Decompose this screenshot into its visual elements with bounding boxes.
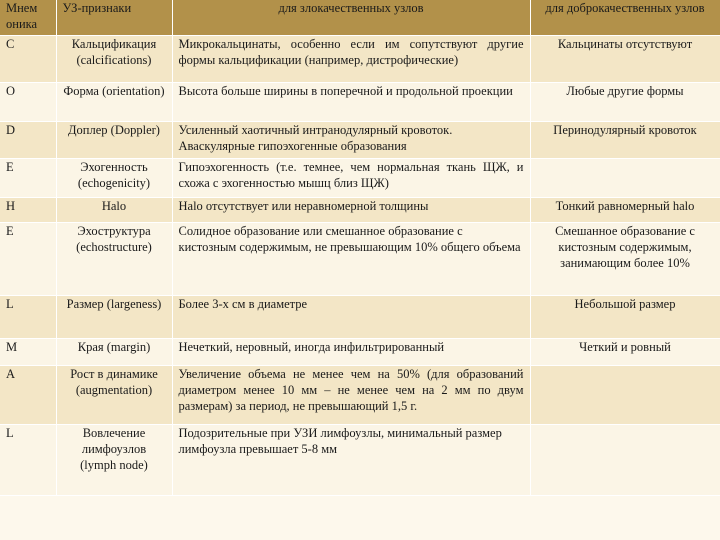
row-benign: Смешанное образование с кистозным содержимым, занимающим более 10%	[530, 223, 720, 296]
table-row	[0, 339, 720, 366]
row-letter: M	[0, 339, 56, 366]
row-malignant: Более 3-х см в диаметре	[172, 296, 530, 339]
row-letter: E	[0, 159, 56, 198]
table-row	[0, 159, 720, 198]
row-malignant: Усиленный хаотичный интранодулярный кровоток. Аваскулярные гипоэхогенные образования	[172, 122, 530, 159]
header-malignant: для злокачественных узлов	[172, 0, 530, 36]
row-malignant: Солидное образование или смешанное образование с кистозным содержимым, не превышающим 10% общего объема	[172, 223, 530, 296]
row-letter: D	[0, 122, 56, 159]
row-benign: Кальцинаты отсутствуют	[530, 36, 720, 83]
row-malignant: Halo отсутствует или неравномерной толщины	[172, 198, 530, 223]
row-letter: E	[0, 223, 56, 296]
table-row	[0, 36, 720, 83]
row-benign	[530, 425, 720, 496]
table-row	[0, 425, 720, 496]
row-malignant: Увеличение объема не менее чем на 50% (для образований диаметром менее 10 мм – не менее чем на 2 мм по двум размерам) за период, не превышающий 1,5 г.	[172, 366, 530, 425]
row-feature: Края (margin)	[56, 339, 172, 366]
table-row	[0, 83, 720, 122]
row-benign	[530, 159, 720, 198]
header-features: УЗ-признаки	[56, 0, 172, 36]
row-malignant: Микрокальцинаты, особенно если им сопутствуют другие формы кальцификации (например, дистрофические)	[172, 36, 530, 83]
header-mnemonic: Мнем оника	[0, 0, 56, 36]
row-malignant: Нечеткий, неровный, иногда инфильтрированный	[172, 339, 530, 366]
row-letter: A	[0, 366, 56, 425]
row-malignant: Высота больше ширины в поперечной и продольной проекции	[172, 83, 530, 122]
row-feature: Размер (largeness)	[56, 296, 172, 339]
row-letter: L	[0, 296, 56, 339]
table-row	[0, 122, 720, 159]
row-benign: Любые другие формы	[530, 83, 720, 122]
header-benign: для доброкачественных узлов	[530, 0, 720, 36]
header-row	[0, 0, 720, 36]
row-feature: Рост в динамике (augmentation)	[56, 366, 172, 425]
row-letter: C	[0, 36, 56, 83]
row-benign	[530, 366, 720, 425]
row-letter: O	[0, 83, 56, 122]
row-malignant: Гипоэхогенность (т.е. темнее, чем нормальная ткань ЩЖ, и схожа с эхогенностью мышц близ ЩЖ)	[172, 159, 530, 198]
table-row	[0, 296, 720, 339]
row-letter: H	[0, 198, 56, 223]
row-benign: Тонкий равномерный halo	[530, 198, 720, 223]
row-feature: Эхогенность (echogenicity)	[56, 159, 172, 198]
row-feature: Форма (orientation)	[56, 83, 172, 122]
row-letter: L	[0, 425, 56, 496]
row-benign: Небольшой размер	[530, 296, 720, 339]
row-feature: Вовлечение лимфоузлов (lymph node)	[56, 425, 172, 496]
row-feature: Эхоструктура (echostructure)	[56, 223, 172, 296]
row-malignant: Подозрительные при УЗИ лимфоузлы, минимальный размер лимфоузла превышает 5-8 мм	[172, 425, 530, 496]
row-feature: Halo	[56, 198, 172, 223]
row-benign: Перинодулярный кровоток	[530, 122, 720, 159]
table-row	[0, 223, 720, 296]
row-feature: Кальцификация (calcifications)	[56, 36, 172, 83]
table-row	[0, 198, 720, 223]
table-row	[0, 366, 720, 425]
row-benign: Четкий и ровный	[530, 339, 720, 366]
row-feature: Доплер (Doppler)	[56, 122, 172, 159]
